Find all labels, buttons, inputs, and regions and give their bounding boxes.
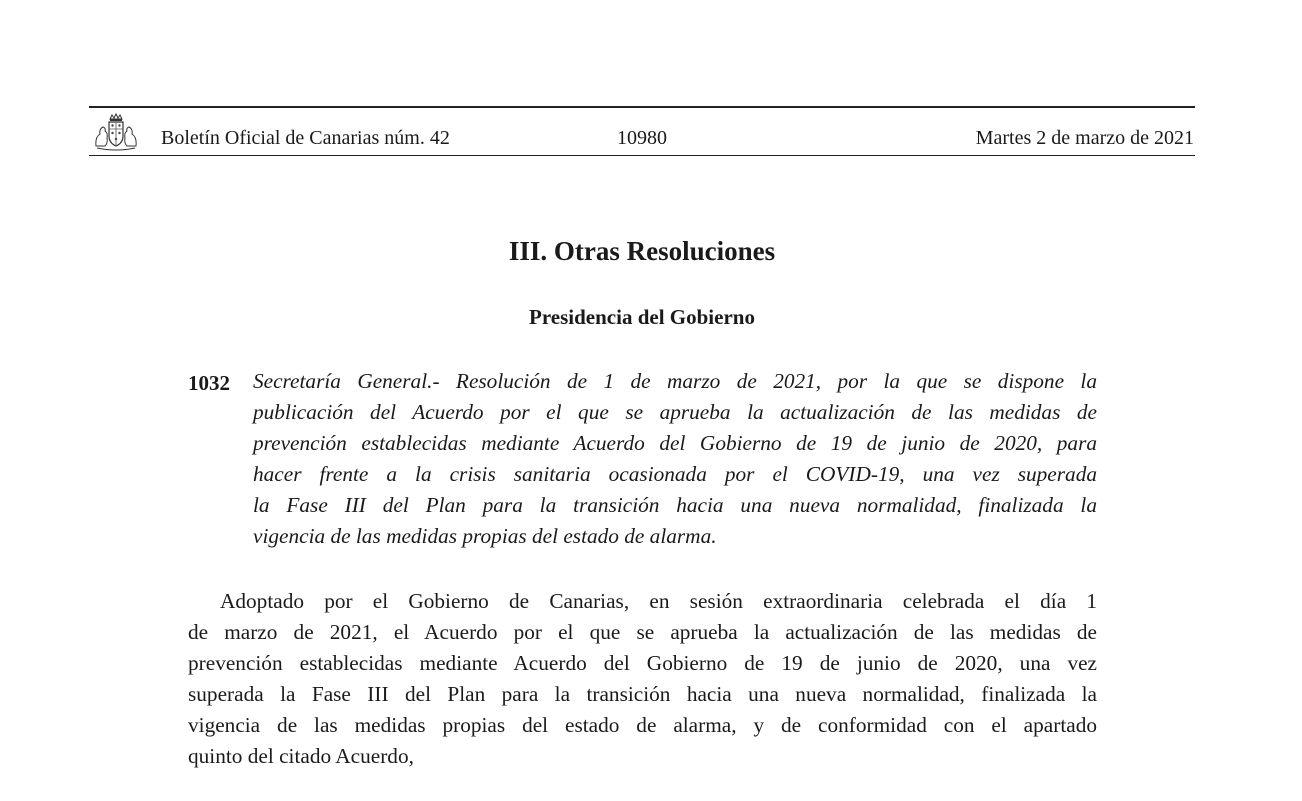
header-bottom-rule [89, 155, 1195, 156]
body-line: de marzo de 2021, el Acuerdo por el que se aprueba la actualización de las medidas de [188, 620, 1097, 644]
subsection-title: Presidencia del Gobierno [529, 305, 755, 329]
publication-name: Boletín Oficial de Canarias núm. 42 [161, 127, 450, 149]
summary-line: prevención establecidas mediante Acuerdo del Gobierno de 19 de junio de 2020, para [253, 431, 1097, 455]
section-title: III. Otras Resoluciones [508, 236, 776, 266]
body-line: Adoptado por el Gobierno de Canarias, en sesión extraordinaria celebrada el día 1 [220, 589, 1097, 613]
summary-line: hacer frente a la crisis sanitaria ocasionada por el COVID-19, una vez superada [253, 462, 1097, 486]
body-paragraph [188, 586, 1097, 772]
summary-line: vigencia de las medidas propias del estado de alarma. [253, 524, 717, 548]
body-line: quinto del citado Acuerdo, [188, 744, 414, 768]
page-header [89, 108, 1195, 154]
entry-number: 1032 [188, 371, 230, 395]
summary-line: Secretaría General.- Resolución de 1 de marzo de 2021, por la que se dispone la [253, 369, 1097, 393]
body-line: prevención establecidas mediante Acuerdo del Gobierno de 19 de junio de 2020, una vez [188, 651, 1097, 675]
body-line: vigencia de las medidas propias del estado de alarma, y de conformidad con el apartado [188, 713, 1097, 737]
summary-line: la Fase III del Plan para la transición hacia una nueva normalidad, finalizada la [253, 493, 1097, 517]
body-line: superada la Fase III del Plan para la transición hacia una nueva normalidad, finalizada la [188, 682, 1097, 706]
publication-date: Martes 2 de marzo de 2021 [975, 127, 1194, 149]
page-number: 10980 [617, 127, 667, 149]
entry-summary [253, 366, 1097, 552]
summary-line: publicación del Acuerdo por el que se aprueba la actualización de las medidas de [253, 400, 1097, 424]
coat-of-arms-icon [91, 112, 141, 152]
